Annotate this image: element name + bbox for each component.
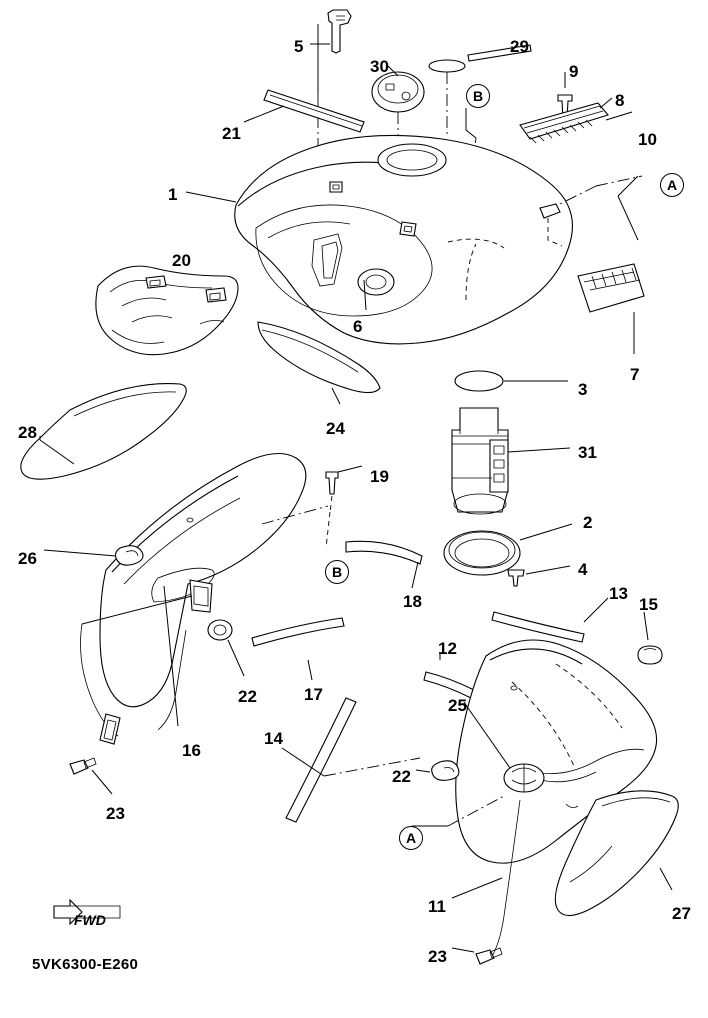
part-22-grommet-left — [208, 620, 244, 676]
part-18-strip — [346, 541, 422, 588]
callout-23-right: 23 — [428, 947, 447, 966]
part-22-grommet-right — [416, 761, 459, 780]
callout-17: 17 — [304, 685, 323, 704]
part-30-gasket — [429, 60, 465, 136]
callout-3: 3 — [578, 380, 588, 399]
callout-28: 28 — [18, 423, 37, 442]
callout-8: 8 — [615, 91, 625, 110]
callout-21: 21 — [222, 124, 241, 143]
callout-12: 12 — [438, 639, 457, 658]
callout-26: 26 — [18, 549, 37, 568]
callout-19: 19 — [370, 467, 389, 486]
callout-16: 16 — [182, 741, 201, 760]
part-1-fuel-tank — [186, 135, 572, 343]
callout-27: 27 — [672, 904, 691, 923]
part-2-retainer-ring — [444, 524, 572, 575]
callout-22-right: 22 — [392, 767, 411, 786]
callout-11: 11 — [428, 897, 446, 916]
callout-25: 25 — [448, 696, 467, 715]
callout-31: 31 — [578, 443, 597, 462]
part-13-strip — [492, 598, 608, 642]
part-20-cover — [96, 266, 238, 355]
callout-9: 9 — [569, 62, 579, 81]
part-15-cap — [638, 612, 662, 664]
reference-label-b-top: B — [466, 84, 490, 108]
leader-b-top — [466, 108, 476, 138]
callout-24: 24 — [326, 419, 345, 438]
reference-label-b-mid: B — [325, 560, 349, 584]
callout-23-left: 23 — [106, 804, 125, 823]
diagram-code: 5VK6300-E260 — [32, 956, 139, 973]
part-31-fuel-pump — [452, 408, 570, 514]
callout-6: 6 — [353, 317, 363, 336]
part-23-clip-left — [70, 758, 112, 794]
part-12-strip — [424, 652, 474, 698]
callout-2: 2 — [583, 513, 593, 532]
part-3-gasket — [455, 371, 568, 391]
callout-14: 14 — [264, 729, 283, 748]
reference-label-a-right: A — [660, 173, 684, 197]
callout-29: 29 — [510, 37, 529, 56]
reference-label-a-bottom: A — [399, 826, 423, 850]
part-21-strip — [244, 90, 364, 132]
callout-18: 18 — [403, 592, 422, 611]
callout-15: 15 — [639, 595, 658, 614]
part-26-cowl — [44, 454, 306, 731]
leader-a-right — [556, 176, 642, 206]
part-28-decal — [21, 384, 186, 480]
part-19-screw — [326, 466, 362, 514]
callout-22-left: 22 — [238, 687, 257, 706]
callout-10: 10 — [638, 130, 657, 149]
callout-5: 5 — [294, 37, 304, 56]
fwd-label: FWD — [74, 912, 106, 928]
callout-1: 1 — [168, 185, 178, 204]
callout-20: 20 — [172, 251, 191, 270]
leader-b-mid — [326, 512, 330, 548]
part-17-strip — [252, 618, 344, 680]
part-5-key — [310, 10, 351, 154]
callout-7: 7 — [630, 365, 640, 384]
callout-30: 30 — [370, 57, 389, 76]
part-7-rail — [578, 264, 644, 354]
part-14-strip — [282, 698, 420, 822]
leader-a-right2 — [618, 176, 638, 240]
callout-4: 4 — [578, 560, 588, 579]
callout-13: 13 — [609, 584, 628, 603]
part-4-bolt — [508, 566, 570, 586]
